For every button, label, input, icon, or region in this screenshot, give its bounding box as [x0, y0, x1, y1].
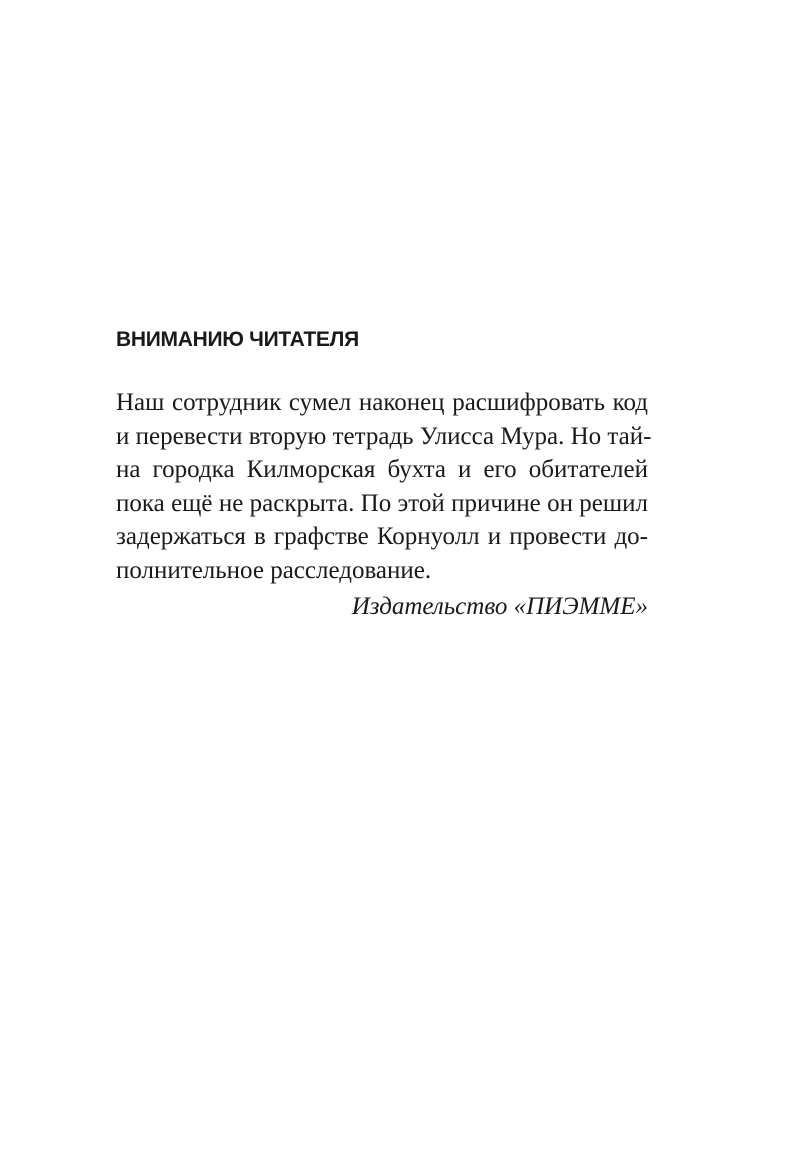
notice-body [116, 386, 652, 587]
body-line: на городка Килморская бухта и его обитателей [116, 456, 648, 483]
body-line: задержаться в графстве Корнуолл и провести до- [116, 523, 648, 550]
body-line: пока ещё не раскрыта. По этой причине он решил [116, 489, 648, 517]
body-line: полнительное расследование. [116, 556, 432, 584]
notice-heading: ВНИМАНИЮ ЧИТАТЕЛЯ [116, 328, 359, 351]
publisher-signature: Издательство «ПИЭММЕ» [351, 593, 648, 620]
body-line: и перевести вторую тетрадь Улисса Мура. Но тай- [116, 422, 652, 450]
body-line: Наш сотрудник сумел наконец расшифровать код [116, 389, 648, 416]
